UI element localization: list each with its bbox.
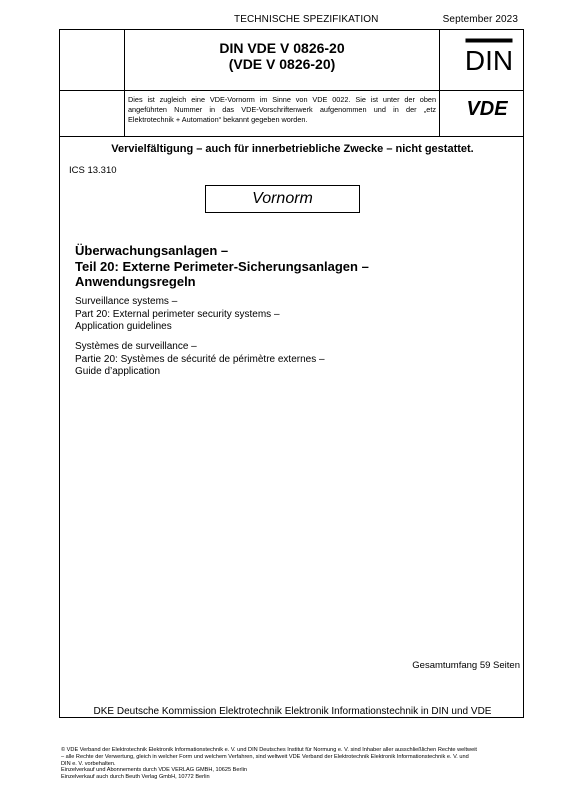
- title-french: [75, 341, 495, 379]
- din-logo-text: DIN: [465, 45, 513, 74]
- ics-code: ICS 13.310: [69, 165, 117, 176]
- status-label: Vornorm: [252, 190, 313, 207]
- title-en-line: Surveillance systems –: [75, 296, 178, 307]
- divider: [60, 90, 523, 91]
- divider: [60, 136, 523, 137]
- copyright-line: © VDE Verband der Elektrotechnik Elektronik Informationstechnik e. V. und DIN Deutsches Institut für Normung e. V. sind Inhaber aller ausschließlichen Rechte weltweit: [61, 747, 477, 753]
- publication-date: September 2023: [442, 14, 518, 25]
- title-en-line: Part 20: External perimeter security systems –: [75, 308, 280, 320]
- total-pages: Gesamtumfang 59 Seiten: [412, 660, 520, 671]
- title-fr-line: Partie 20: Systèmes de sécurité de périmètre externes –: [75, 353, 325, 365]
- copyright-line: Einzelverkauf und Abonnements durch VDE VERLAG GMBH, 10625 Berlin: [61, 767, 247, 774]
- vde-logo: [452, 98, 522, 123]
- copyright-footer: [61, 747, 523, 781]
- copyright-line: DIN e. V. vorbehalten.: [61, 760, 116, 767]
- title-german: [75, 243, 495, 290]
- copyright-line: – alle Rechte der Verwertung, gleich in welcher Form und welchem Verfahren, sind weltweit VDE Verband der Elektrotechnik Elektronik Informationstechnik e. V. und: [61, 753, 469, 760]
- title-english: [75, 296, 495, 334]
- status-box: [205, 185, 360, 213]
- title-de-line: Überwachungsanlagen –: [75, 243, 229, 258]
- divider: [439, 30, 440, 136]
- din-logo: [465, 38, 513, 79]
- vde-logo-text: VDE: [466, 98, 508, 118]
- title-fr-line: Guide d’application: [75, 366, 161, 377]
- title-de-line: Teil 20: Externe Perimeter-Sicherungsanlagen –: [75, 258, 369, 274]
- title-de-line: Anwendungsregeln: [75, 274, 196, 289]
- specification-type: TECHNISCHE SPEZIFIKATION: [234, 14, 379, 25]
- standard-alt-number: (VDE V 0826-20): [228, 56, 336, 72]
- standard-number: DIN VDE V 0826-20: [219, 40, 345, 56]
- reproduction-notice: Vervielfältigung – auch für innerbetriebliche Zwecke – nicht gestattet.: [111, 143, 474, 155]
- title-fr-line: Systèmes de surveillance –: [75, 341, 197, 352]
- committee-line: DKE Deutsche Kommission Elektrotechnik Elektronik Informationstechnik in DIN und VDE: [93, 706, 492, 717]
- copyright-line: Einzelverkauf auch durch Beuth Verlag GmbH, 10772 Berlin: [61, 774, 210, 781]
- vde-vornorm-note: Dies ist zugleich eine VDE-Vornorm im Sinne von VDE 0022. Sie ist unter der oben angeführten Nummer in das VDE-Vorschriftenwerk aufgenommen und in der „etz Elektrotechnik + Automation“ bekannt gegeben worden.: [128, 95, 436, 124]
- title-en-line: Application guidelines: [75, 321, 172, 332]
